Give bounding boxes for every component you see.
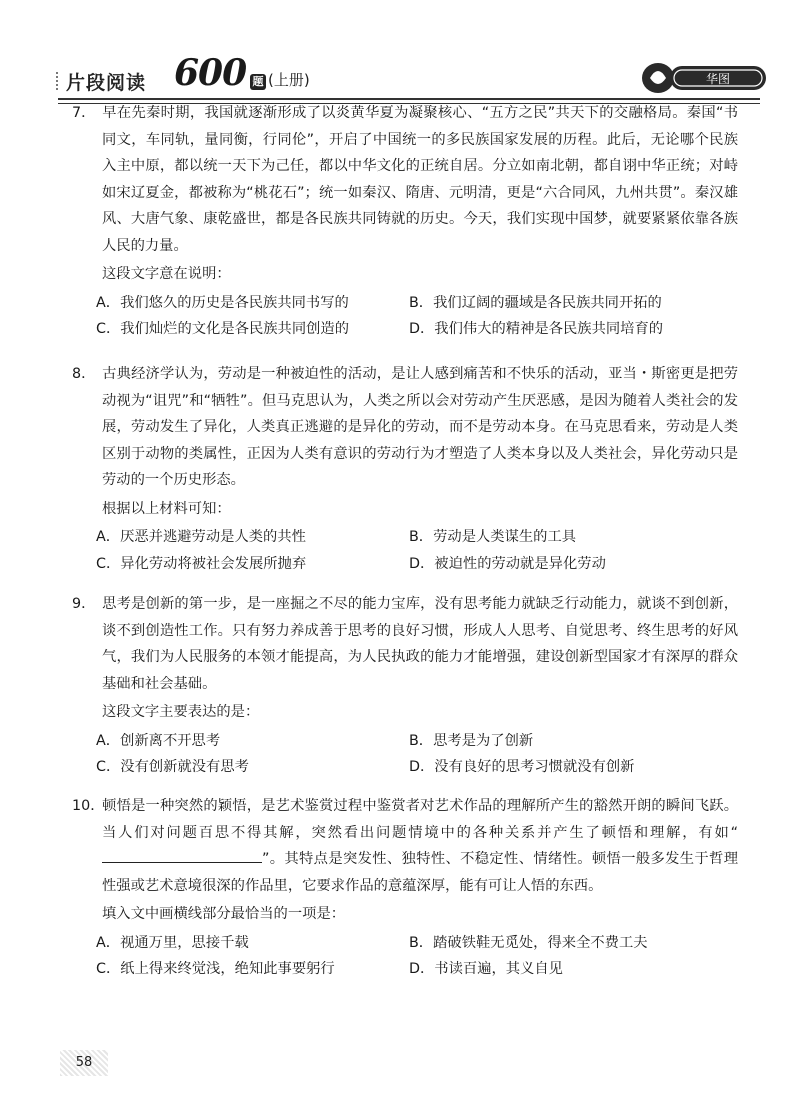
question-number: 9．: [72, 596, 96, 612]
answer-options: [72, 728, 738, 781]
book-unit-badge: 题: [250, 74, 266, 90]
option-b: B．思考是为了创新: [409, 732, 534, 749]
question-prompt: 填入文中画横线部分最恰当的一项是：: [102, 906, 346, 922]
logo-text: 华图: [705, 72, 731, 86]
question-10: [72, 793, 738, 983]
option-d: D．被迫性的劳动就是异化劳动: [409, 555, 606, 572]
option-d: D．没有良好的思考习惯就没有创新: [409, 759, 635, 775]
option-d: D．书读百遍，其义自见: [409, 961, 563, 977]
question-stem: [72, 100, 738, 259]
question-prompt: 根据以上材料可知：: [102, 500, 231, 517]
option-a: A．创新离不开思考: [96, 732, 221, 749]
question-7: [72, 100, 738, 343]
question-text: 早在先秦时期，我国就逐渐形成了以炎黄华夏为凝聚核心、“五方之民”共天下的交融格局。秦国“书同文，车同轨，量同衡，行同伦”，开启了中国统一的多民族国家发展的历程。此后，无论哪个民族入主中原，都以统一天下为己任，都以中华文化的正统自居。分立如南北朝，都自诩中华正统；对峙如宋辽夏金，都被称为“桃花石”；统一如秦汉、隋唐、元明清，更是“六合同风，九州共贯”。秦汉雄风、大唐气象、康乾盛世，都是各民族共同铸就的历史。今天，我们实现中国梦，就要紧紧依靠各族人民的力量。: [102, 105, 738, 254]
option-b: B．劳动是人类谋生的工具: [409, 529, 577, 545]
question-text-before-blank: 顿悟是一种突然的颖悟，是艺术鉴赏过程中鉴赏者对艺术作品的理解所产生的豁然开朗的瞬间飞跃。当人们对问题百思不得其解，突然看出问题情境中的各种关系并产生了顿悟和理解，有如“: [102, 798, 738, 841]
answer-options: [72, 290, 738, 343]
question-stem: [72, 361, 738, 494]
question-text: 思考是创新的第一步，是一座掘之不尽的能力宝库，没有思考能力就缺乏行动能力，就谈不到创新，谈不到创造性工作。只有努力养成善于思考的良好习惯，形成人人思考、自觉思考、终生思考的好风气，我们为人民服务的本领才能提高，为人民执政的能力才能增强，建设创新型国家才有深厚的群众基础和社会基础。: [102, 596, 738, 692]
question-stem: [72, 793, 738, 899]
option-c: C．没有创新就没有思考: [96, 759, 249, 775]
fill-in-blank: [102, 848, 262, 863]
question-stem: [72, 591, 738, 697]
page-number: 58: [60, 1050, 108, 1076]
answer-options: [72, 930, 738, 983]
question-text-after-blank: ”。其特点是突发性、独特性、不稳定性、情绪性。顿悟一般多发生于哲理性强或艺术意境很深的作品里，它要求作品的意蕴深厚，能有可让人悟的东西。: [102, 851, 738, 894]
option-d: D．我们伟大的精神是各民族共同培育的: [409, 321, 664, 337]
option-a: A．我们悠久的历史是各民族共同书写的: [96, 294, 349, 311]
option-b: B．我们辽阔的疆域是各民族共同开拓的: [409, 294, 662, 311]
option-b: B．踏破铁鞋无觅处，得来全不费工夫: [409, 934, 648, 951]
header-tick-marks: [56, 72, 64, 90]
page-header: [58, 52, 760, 100]
option-c: C．纸上得来终觉浅，绝知此事要躬行: [96, 961, 335, 977]
question-number: 10．: [72, 798, 105, 814]
option-c: C．我们灿烂的文化是各民族共同创造的: [96, 321, 350, 337]
question-text: 古典经济学认为，劳动是一种被迫性的活动，是让人感到痛苦和不快乐的活动，亚当・斯密更是把劳动视为“诅咒”和“牺牲”。但马克思认为，人类之所以会对劳动产生厌恶感，是因为随着人类社会的发展，劳动发生了异化，人类真正逃避的是异化的劳动，而不是劳动本身。在马克思看来，劳动是人类区别于动物的类属性，正因为人类有意识的劳动行为才塑造了人类本身以及人类社会，异化劳动只是劳动的一个历史形态。: [102, 366, 738, 488]
book-volume: (上册): [268, 71, 310, 89]
question-number: 8．: [72, 366, 96, 382]
option-c: C．异化劳动将被社会发展所抛弃: [96, 555, 307, 572]
question-number: 7．: [72, 105, 96, 121]
book-number: 600: [174, 52, 247, 94]
question-prompt: 这段文字意在说明：: [102, 266, 231, 282]
book-title: 片段阅读: [66, 72, 147, 94]
question-9: [72, 591, 738, 781]
option-a: A．视通万里，思接千载: [96, 934, 249, 951]
option-a: A．厌恶并逃避劳动是人类的共性: [96, 529, 306, 545]
answer-options: [72, 524, 738, 577]
question-8: [72, 361, 738, 577]
publisher-logo: [640, 56, 770, 96]
question-prompt: 这段文字主要表达的是：: [102, 704, 260, 720]
